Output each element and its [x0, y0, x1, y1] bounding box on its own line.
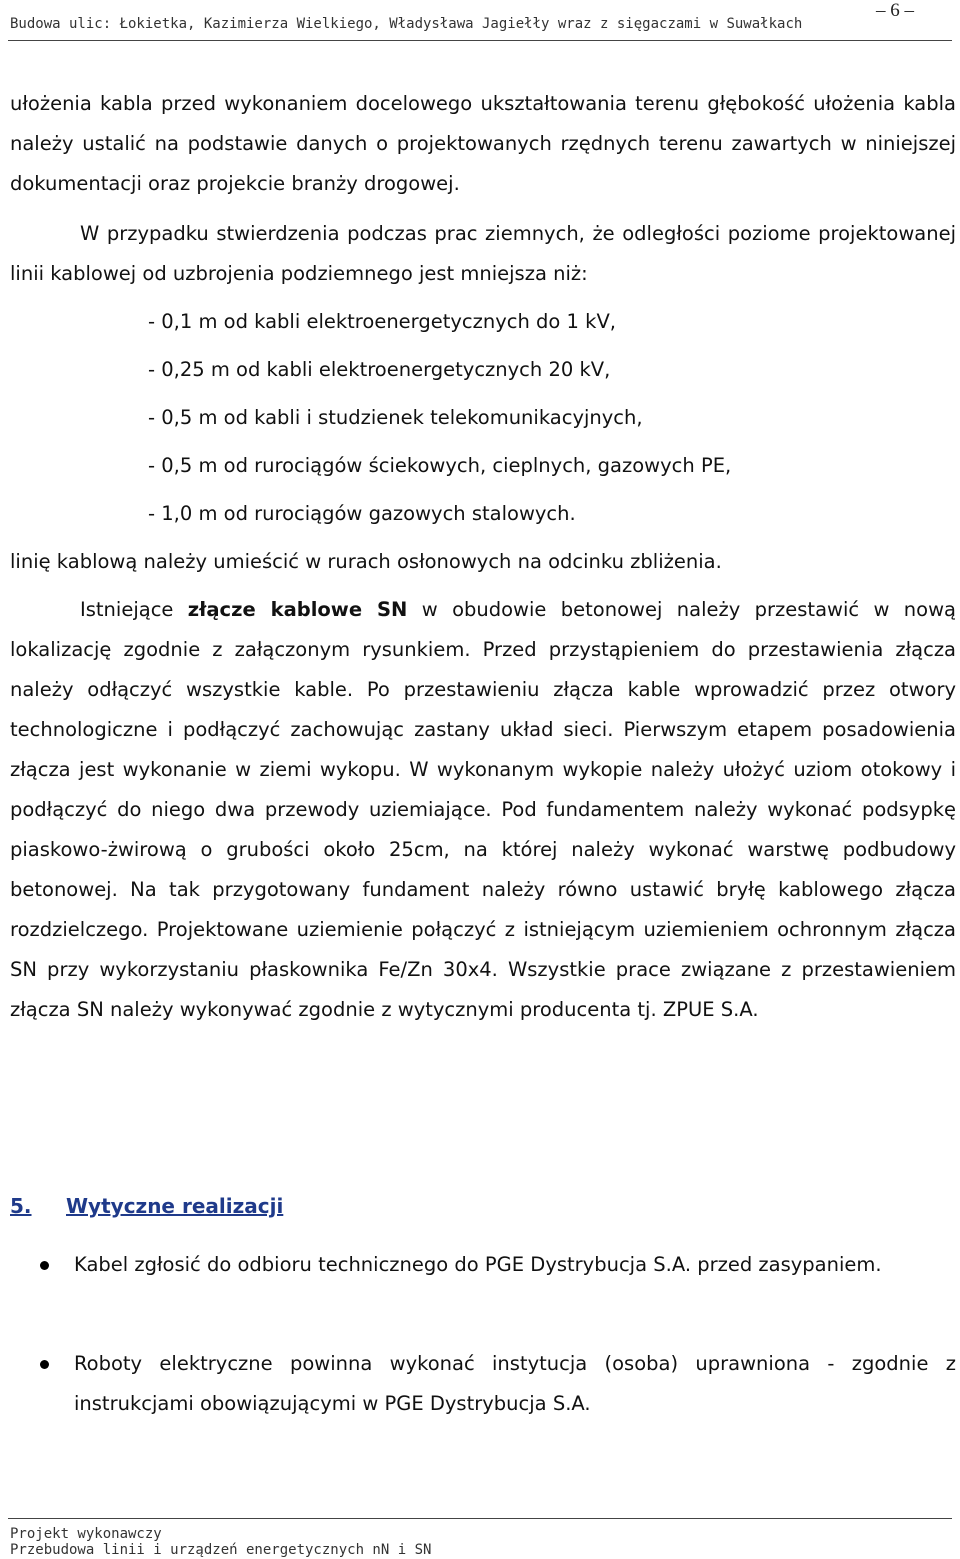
emphasis-sn-connector: złącze kablowe SN: [187, 598, 408, 621]
footer-project-name: Przebudowa linii i urządzeń energetycznych nN i SN: [10, 1542, 432, 1558]
footer-project-type: Projekt wykonawczy: [10, 1526, 162, 1542]
running-header: Budowa ulic: Łokietka, Kazimierza Wielkiego, Władysława Jagiełły wraz z sięgaczami w Suwałkach: [10, 16, 803, 32]
list-item: - 1,0 m od rurociągów gazowych stalowych.: [148, 502, 576, 525]
list-item: - 0,5 m od rurociągów ściekowych, cieplnych, gazowych PE,: [148, 454, 732, 477]
header-rule: [8, 40, 952, 41]
bullet-item: [10, 1344, 956, 1424]
list-item: - 0,25 m od kabli elektroenergetycznych 20 kV,: [148, 358, 611, 381]
bullet-item: [10, 1245, 956, 1285]
paragraph-distance-condition: W przypadku stwierdzenia podczas prac ziemnych, że odległości poziome projektowanej linii kablowej od uzbrojenia podziemnego jest mniejsza niż:: [10, 222, 956, 285]
paragraph-text: w obudowie betonowej należy przestawić w nową lokalizację zgodnie z załączonym rysunkiem. Przed przystąpieniem do przestawienia złącza należy odłączyć wszystkie kable. Po przestawieniu złącza kable wprowadzić przez otwory technologiczne i podłączyć zachowując zastany układ sieci. Pierwszym etapem posadowienia złącza jest wykonanie w ziemi wykopu. W wykonanym wykopie należy ułożyć uziom otokowy i podłączyć do niego dwa przewody uziemiające. Pod fundamentem należy wykonać podsypkę piaskowo-żwirową o grubości około 25cm, na której należy wykonać warstwę podbudowy betonowej. Na tak przygotowany fundament należy równo ustawić bryłę kablowego złącza rozdzielczego. Projektowane uziemienie połączyć z istniejącym uziemieniem ochronnym złącza SN przy wykorzystaniu płaskownika Fe/Zn 30x4. Wszystkie prace związane z przestawieniem złącza SN należy wykonywać zgodnie z wytycznymi producenta tj. ZPUE S.A.: [10, 598, 956, 1021]
paragraph-sn-connector: [10, 590, 956, 1030]
distance-list: [148, 298, 731, 538]
paragraph-cable-depth: ułożenia kabla przed wykonaniem docelowego ukształtowania terenu głębokość ułożenia kabla należy ustalić na podstawie danych o projektowanych rzędnych terenu zawartych w niniejszej dokumentacji oraz projekcie branży drogowej.: [10, 92, 956, 195]
paragraph-text: Istniejące: [80, 598, 188, 621]
bullet-text: Roboty elektryczne powinna wykonać instytucja (osoba) uprawniona - zgodnie z instrukcjami obowiązującymi w PGE Dystrybucja S.A.: [74, 1352, 956, 1415]
page-number: – 6 –: [876, 0, 914, 21]
bullet-icon: [40, 1360, 49, 1369]
section-title: Wytyczne realizacji: [66, 1194, 284, 1218]
paragraph-protective-pipes: linię kablową należy umieścić w rurach osłonowych na odcinku zbliżenia.: [10, 550, 722, 573]
list-item: - 0,5 m od kabli i studzienek telekomunikacyjnych,: [148, 406, 643, 429]
footer-rule: [8, 1518, 952, 1519]
section-heading: [10, 1194, 283, 1218]
bullet-text: Kabel zgłosić do odbioru technicznego do PGE Dystrybucja S.A. przed zasypaniem.: [74, 1253, 882, 1276]
list-item: - 0,1 m od kabli elektroenergetycznych do 1 kV,: [148, 310, 616, 333]
bullet-icon: [40, 1261, 49, 1270]
section-number: 5.: [10, 1194, 32, 1218]
